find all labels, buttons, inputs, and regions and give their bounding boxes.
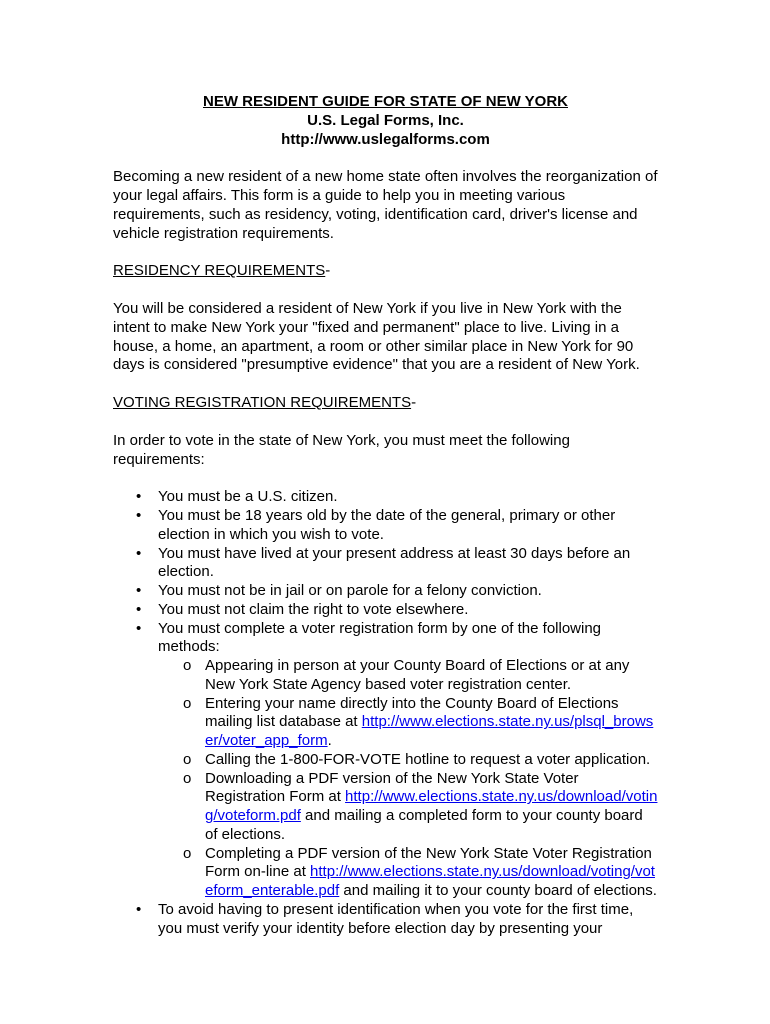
sub-list-item: [183, 694, 658, 751]
link-voteform-enterable-pdf[interactable]: http://www.elections.state.ny.us/download/voting/voteform_enterable.pdf: [205, 863, 655, 899]
sub-list-item: [183, 844, 658, 901]
bullet-icon: •: [136, 619, 142, 637]
doc-title: [113, 93, 658, 112]
list-item-text: To avoid having to present identification when you vote for the first time, you must verify your identity before election day by presenting your: [158, 900, 634, 937]
company-name: U.S. Legal Forms, Inc.: [307, 111, 464, 129]
list-item-text: You must be 18 years old by the date of the general, primary or other election in which you wish to vote.: [158, 507, 616, 543]
list-item: [136, 600, 658, 620]
list-item: [136, 488, 658, 507]
heading-voting-suffix: -: [411, 394, 417, 411]
list-item: [136, 900, 658, 939]
sub-bullet-icon: o: [183, 769, 192, 787]
sub-list-item-text: Appearing in person at your County Board of Elections or at any New York State Agency based voter registration center.: [205, 657, 630, 693]
title-block: [113, 93, 658, 149]
sub-list-item-text: Downloading a PDF version of the New York State Voter Registration Form at: [205, 769, 579, 806]
bullet-icon: •: [136, 582, 142, 599]
heading-residency: [113, 262, 658, 281]
paragraph-voting-intro: In order to vote in the state of New York, you must meet the following requirements:: [113, 431, 570, 468]
sub-list-item-text: Entering your name directly into the County Board of Elections mailing list database at: [205, 694, 619, 731]
list-item: [136, 507, 658, 545]
bullet-icon: •: [136, 488, 142, 506]
list-item-text: You must complete a voter registration form by one of the following methods:: [158, 619, 602, 656]
website-url: http://www.uslegalforms.com: [281, 130, 490, 148]
list-item-text: You must not claim the right to vote elsewhere.: [158, 600, 469, 618]
sub-list-item: [183, 657, 658, 695]
heading-residency-text: RESIDENCY REQUIREMENTS: [113, 262, 326, 280]
paragraph-residency: You will be considered a resident of New York if you live in New York with the intent to make New York your "fixed and permanent" place to live. Living in a house, a home, an apartment, a room or other similar place in New York for 90 days is considered "presumptive evidence" that you are a resident of New York.: [113, 300, 640, 374]
paragraph-intro: Becoming a new resident of a new home state often involves the reorganization of your legal affairs. This form is a guide to help you in meeting various requirements, such as residency, voting, identification card, driver's license and vehicle registration requirements.: [113, 168, 658, 242]
bullet-icon: •: [136, 507, 142, 524]
sub-list-item: [183, 750, 658, 770]
voting-requirements-list: [113, 488, 658, 938]
list-item: [136, 619, 658, 901]
doc-title-text: NEW RESIDENT GUIDE FOR STATE OF NEW YORK: [202, 93, 568, 110]
list-item: [136, 582, 658, 601]
bullet-icon: •: [136, 900, 142, 918]
list-item-text: You must have lived at your present address at least 30 days before an election.: [158, 544, 631, 581]
sub-bullet-icon: o: [183, 694, 192, 712]
link-voteform-pdf[interactable]: http://www.elections.state.ny.us/download/voting/voteform.pdf: [205, 788, 658, 824]
sub-bullet-icon: o: [183, 657, 192, 674]
link-voter-app-form[interactable]: http://www.elections.state.ny.us/plsql_browser/voter_app_form: [205, 713, 654, 749]
sub-list-item-text: .: [327, 732, 332, 749]
list-item: [136, 544, 658, 583]
list-item-text: You must be a U.S. citizen.: [158, 488, 338, 506]
bullet-icon: •: [136, 544, 142, 562]
sub-list-item-text: and mailing a completed form to your county board of elections.: [205, 807, 643, 843]
sub-bullet-icon: o: [183, 844, 192, 862]
registration-methods-list: [158, 657, 658, 901]
sub-list-item-text: Calling the 1-800-FOR-VOTE hotline to request a voter application.: [205, 750, 651, 768]
sub-list-item-text: Completing a PDF version of the New York State Voter Registration Form on-line at: [205, 844, 652, 881]
heading-voting-text: VOTING REGISTRATION REQUIREMENTS: [113, 394, 412, 411]
sub-bullet-icon: o: [183, 750, 192, 768]
sub-list-item: [183, 769, 658, 845]
list-item-text: You must not be in jail or on parole for a felony conviction.: [158, 582, 542, 599]
sub-list-item-text: and mailing it to your county board of elections.: [339, 882, 657, 899]
heading-residency-suffix: -: [325, 262, 331, 280]
heading-voting: [113, 394, 658, 413]
bullet-icon: •: [136, 600, 142, 618]
